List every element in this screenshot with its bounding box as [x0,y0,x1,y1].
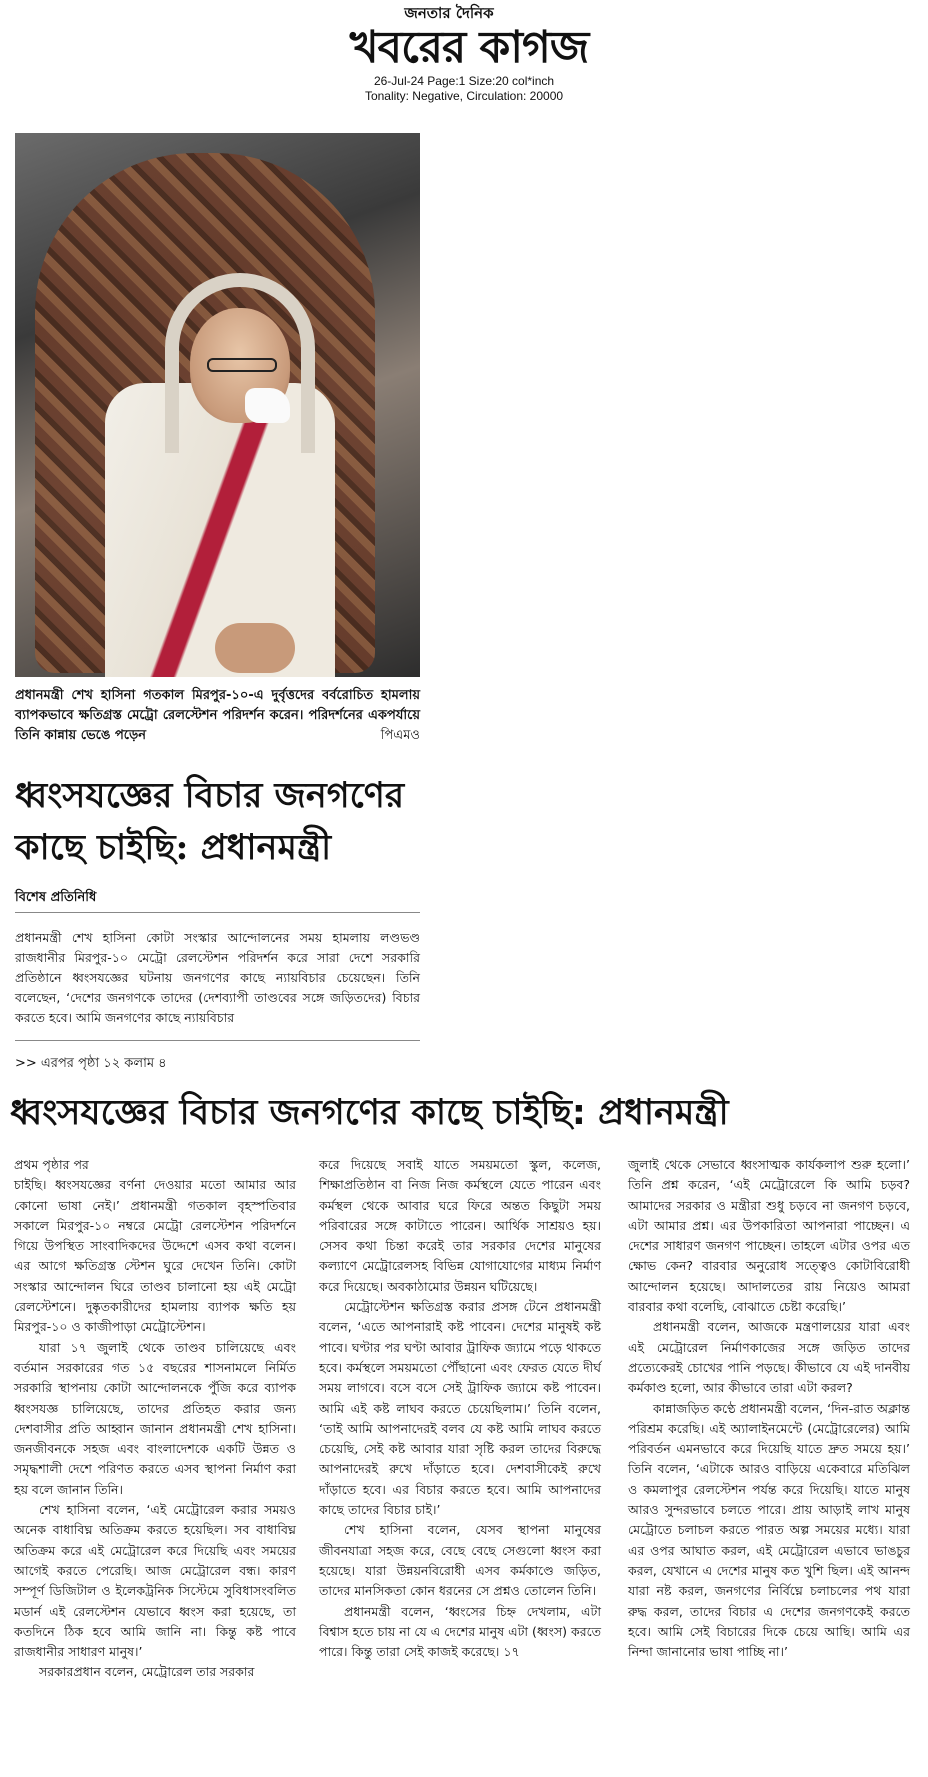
paragraph: সরকারপ্রধান বলেন, মেট্রোরেল তার সরকার [39,1664,255,1680]
newspaper-logo: খবরের কাগজ [349,22,589,73]
paragraph: যারা ১৭ জুলাই থেকে তাণ্ডব চালিয়েছে এবং বর্তমান সরকারের গত ১৫ বছরের শাসনামলে নির্মিত সরকারি স্থাপনায় কোটা আন্দোলনকে পুঁজি করে ব্যাপক ধ্বংসযজ্ঞ চালিয়েছে, তাদের প্রতিহত করার জন্য দেশবাসীর প্রতি আহ্বান জানান প্রধানমন্ত্রী শেখ হাসিনা। জনজীবনকে সহজ এবং বাংলাদেশকে একটি উন্নত ও সমৃদ্ধশালী দেশে পরিণত করতে এসব স্থাপনা নির্মাণ করা হয় বলে জানান তিনি। [14,1339,296,1497]
paragraph: প্রধানমন্ত্রী বলেন, আজকে মন্ত্রণালয়ের যারা এবং এই মেট্রোরেল নির্মাণকাজের সঙ্গে জড়িত তাদের প্রত্যেকেরই চোখের পানি পড়ছে। কীভাবে যে এই দানবীয় কর্মকাণ্ড হলো, আর কীভাবে তারা এটা করল? [628,1319,910,1396]
paragraph: কান্নাজড়িত কণ্ঠে প্রধানমন্ত্রী বলেন, ‘দিন-রাত অক্লান্ত পরিশ্রম করেছি। এই অ্যালাইনমেন্টে (মেট্রোরেলের) আমি পরিবর্তন এমনভাবে করে দিয়েছি যাতে দ্রুত সময়ে হয়।’ তিনি বলেন, ‘এটাকে আরও বাড়িয়ে একেবারে মতিঝিল ও কমলাপুর রেলস্টেশন পর্যন্ত করে দিয়েছি। যাতে মানুষ আরও সুন্দরভাবে চলতে পারে। প্রায় আড়াই লাখ মানুষ মেট্রোতে চলাচল করতে পারত অল্প সময়ের মধ্যে। যারা এর ওপর আঘাত করল, এই মেট্রোরেল এভাবে ভাঙচুর করল, যেখানে এ দেশের মানুষ কত খুশি ছিল। এই আনন্দ যারা নষ্ট করল, জনগণের নির্বিঘ্নে চলাচলের পথ যারা রুদ্ধ করল, তাদের বিচার এ দেশের জনগণকেই করতে হবে। আমি সেই বিচারের দিকে চেয়ে আছি। আমি এর নিন্দা জানানোর ভাষা পাচ্ছি না।’ [628,1400,910,1660]
photo-caption-text: প্রধানমন্ত্রী শেখ হাসিনা গতকাল মিরপুর-১০-এ দুর্বৃত্তদের বর্বরোচিত হামলায় ব্যাপকভাবে ক্ষতিগ্রস্ত মেট্রো রেলস্টেশন পরিদর্শন করেন। পরিদর্শনের একপর্যায়ে তিনি কান্নায় ভেঙে পড়েন [15,688,420,743]
paragraph: প্রধানমন্ত্রী বলেন, ‘ধ্বংসের চিহ্ন দেখলাম, এটা বিশ্বাস হতে চায় না যে এ দেশের মানুষ এটা (ধ্বংস) করতে পারে। কিন্তু তারা সেই কাজই করেছে। ১৭ [319,1603,601,1660]
divider [15,912,420,913]
news-photo [15,133,420,677]
photo-caption [15,686,420,746]
paragraph: করে দিয়েছে সবাই যাতে সময়মতো স্কুল, কলেজ, শিক্ষাপ্রতিষ্ঠান বা নিজ নিজ কর্মস্থলে যেতে পারেন এবং কর্মস্থল থেকে আবার ঘরে ফিরে অন্তত কিছুটা সময় পরিবারের সঙ্গে কাটাতে পারেন। আর্থিক সাশ্রয়ও হয়। সেসব কথা চিন্তা করেই তার সরকার দেশের মানুষের কল্যাণে মেট্রোরেলসহ বিভিন্ন যোগাযোগের মাধ্যম নির্মাণ করে দিয়েছে। অবকাঠামোর উন্নয়ন ঘটিয়েছে। [319,1157,601,1294]
article-column-2 [319,1155,601,1662]
paragraph: শেখ হাসিনা বলেন, ‘এই মেট্রোরেল করার সময়ও অনেক বাধাবিঘ্ন অতিক্রম করতে হয়েছিল। সব বাধাবিঘ্ন অতিক্রম করে এই মেট্রোরেল করে দিয়েছি এবং সময়ের আগেই করতে পেরেছি। আজ মেট্রোরেল বন্ধ। কারণ সম্পূর্ণ ডিজিটাল ও ইলেকট্রনিক সিস্টেমে সুবিধাসংবলিত মডার্ন এই রেলস্টেশন যেভাবে ধ্বংস করা হয়েছে, তা কতদিনে ঠিক হবে আমি জানি না। কিন্তু কষ্ট পাবে রাজধানীর সাধারণ মানুষ।’ [14,1502,296,1660]
photo-credit: পিএমও [380,728,420,743]
paragraph: চাইছি। ধ্বংসযজ্ঞের বর্ণনা দেওয়ার মতো আমার আর কোনো ভাষা নেই।’ প্রধানমন্ত্রী গতকাল বৃহস্পতিবার সকালে মিরপুর-১০ নম্বরে মেট্রো রেলস্টেশন পরিদর্শনে গিয়ে উপস্থিত সাংবাদিকদের উদ্দেশে এসব কথা বলেন। এর আগে ক্ষতিগ্রস্ত স্টেশন ঘুরে দেখেন তিনি। কোটা সংস্কার আন্দোলন ঘিরে তাণ্ডব চালানো হয় এই মেট্রো রেলস্টেশনে। দুষ্কৃতকারীদের হামলায় ব্যাপক ক্ষতি হয় মিরপুর-১০ ও কাজীপাড়া মেট্রোস্টেশন। [14,1177,296,1335]
masthead [0,4,928,104]
jump-line: >> এরপর পৃষ্ঠা ১২ কলাম ৪ [15,1056,167,1071]
article-column-3 [628,1155,910,1662]
continued-label: প্রথম পৃষ্ঠার পর [14,1157,89,1172]
paragraph: মেট্রোস্টেশন ক্ষতিগ্রস্ত করার প্রসঙ্গ টেনে প্রধানমন্ত্রী বলেন, ‘এতে আপনারাই কষ্ট পাবেন। দেশের মানুষই কষ্ট পাবে। ঘণ্টার পর ঘণ্টা আবার ট্রাফিক জ্যামে পড়ে থাকতে হবে। কর্মস্থলে সময়মতো পৌঁছানো এবং ফেরত যেতে দীর্ঘ সময় লাগবে। বসে বসে সেই ট্রাফিক জ্যামে কষ্ট পাবেন। আমি এই কষ্ট লাঘব করতে চেয়েছিলাম।’ তিনি বলেন, ‘তাই আমি আপনাদেরই বলব যে কষ্ট আমি লাঘব করতে চেয়েছি, সেই কষ্ট আবার যারা সৃষ্টি করল তাদের বিরুদ্ধে আপনাদেরই রুখে দাঁড়াতে হবে। দেশবাসীকেই রুখে দাঁড়াতে হবে। এর বিচার করতে হবে। আমি আপনাদের কাছে তাদের বিচার চাই।’ [319,1299,601,1518]
front-intro: প্রধানমন্ত্রী শেখ হাসিনা কোটা সংস্কার আন্দোলনের সময় হামলায় লণ্ডভণ্ড রাজধানীর মিরপুর-১০ মেট্রো রেলস্টেশন পরিদর্শন করে সারা দেশে সরকারি প্রতিষ্ঠানে ধ্বংসযজ্ঞের ঘটনায় জনগণের কাছে ন্যায়বিচার চেয়েছেন। তিনি বলেছেন, ‘দেশের জনগণকে তাদের (দেশব্যাপী তাণ্ডবের সঙ্গে জড়িতদের) বিচার করতে হবে। আমি জনগণের কাছে ন্যায়বিচার [15,930,420,1025]
paragraph: জুলাই থেকে সেভাবে ধ্বংসাত্মক কার্যকলাপ শুরু হলো।’ তিনি প্রশ্ন করেন, ‘এই মেট্রোরেলে কি আমি চড়ব? আমাদের সরকার ও মন্ত্রীরা শুধু চড়বে না জনগণ চড়বে, এটা আমার প্রশ্ন। এর উপকারিতা আপনারা পাচ্ছেন। এ দেশের সাধারণ জনগণ পাচ্ছেন। তাহলে এটার ওপর এত ক্ষোভ কেন? বারবার অনুরোধ সত্ত্বেও কোটাবিরোধী আন্দোলন হয়েছে। আদালতের রায় নিয়েও আমরা বারবার কথা বলেছি, বোঝাতে চেষ্টা করেছি।’ [628,1157,910,1315]
paragraph: শেখ হাসিনা বলেন, যেসব স্থাপনা মানুষের জীবনযাত্রা সহজ করে, বেছে বেছে সেগুলো ধ্বংস করা হয়েছে। যারা উন্নয়নবিরোধী এসব কর্মকাণ্ডে জড়িত, তাদের মানসিকতা কোন ধরনের সে প্রশ্নও তোলেন তিনি। [319,1522,601,1599]
byline: বিশেষ প্রতিনিধি [15,890,97,905]
divider [15,1040,420,1041]
article-column-1 [14,1155,296,1683]
masthead-tagline: জনতার দৈনিক [404,4,494,22]
front-headline: ধ্বংসযজ্ঞের বিচার জনগণের কাছে চাইছি: প্রধানমন্ত্রী [15,775,405,868]
clip-meta-line2: Tonality: Negative, Circulation: 20000 [364,89,564,103]
continuation-headline: ধ্বংসযজ্ঞের বিচার জনগণের কাছে চাইছি: প্রধানমন্ত্রী [10,1093,729,1133]
clip-meta-line1: 26-Jul-24 Page:1 Size:20 col*inch [373,74,555,88]
